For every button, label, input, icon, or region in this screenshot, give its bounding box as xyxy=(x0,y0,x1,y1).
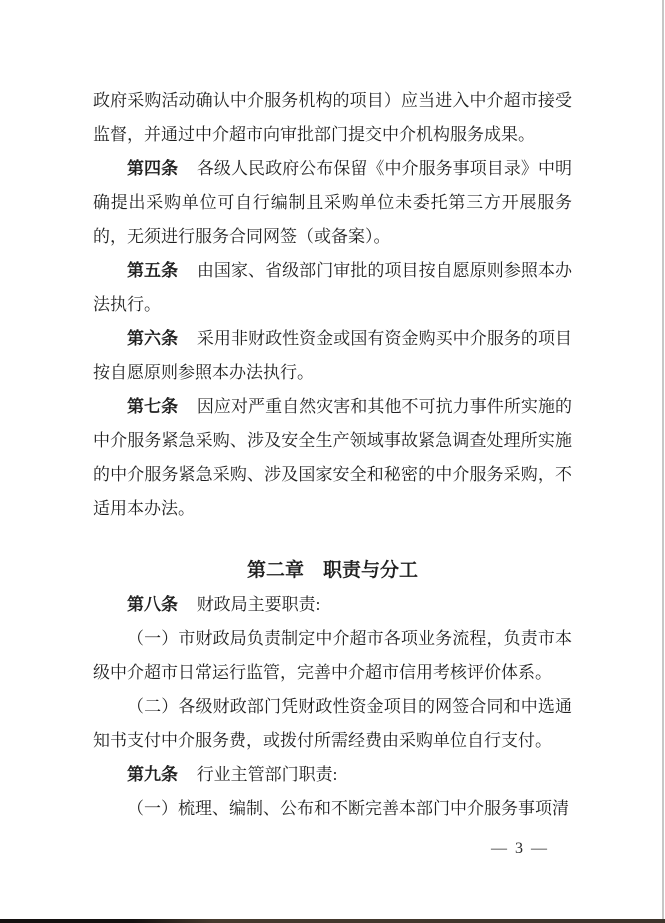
paragraph-text: （一）市财政局负责制定中介超市各项业务流程，负责市本级中介超市日常运行监管，完善中介超市信用考核评价体系。 xyxy=(93,629,572,682)
scan-bottom-strip xyxy=(0,919,665,923)
paragraph-item-1-article-9 xyxy=(93,792,572,826)
article-number-label: 第四条 xyxy=(127,159,179,178)
scan-edge-line xyxy=(662,0,664,923)
page-number: — 3 — xyxy=(491,840,549,857)
article-number-label: 第五条 xyxy=(127,261,179,280)
paragraph-text: 采用非财政性资金或国有资金购买中介服务的项目按自愿原则参照本办法执行。 xyxy=(93,329,573,382)
document-body xyxy=(93,84,572,826)
article-number-label: 第九条 xyxy=(127,765,178,784)
paragraph-article-8 xyxy=(93,588,572,622)
paragraph-article-6 xyxy=(93,322,572,390)
paragraph-item-2 xyxy=(93,690,572,758)
chapter-heading: 第二章 职责与分工 xyxy=(246,560,418,581)
paragraph-article-9 xyxy=(93,758,572,792)
paragraph-text: 因应对严重自然灾害和其他不可抗力事件所实施的中介服务紧急采购、涉及安全生产领域事故紧急调查处理所实施的中介服务紧急采购、涉及国家安全和秘密的中介服务采购，不适用本办法。 xyxy=(93,397,573,518)
paragraph-article-5 xyxy=(93,254,572,322)
article-number-label: 第七条 xyxy=(127,397,179,416)
article-number-label: 第六条 xyxy=(127,329,179,348)
paragraph-article-4 xyxy=(93,152,572,254)
paragraph-text: 财政局主要职责: xyxy=(196,595,321,614)
paragraph-text: 由国家、省级部门审批的项目按自愿原则参照本办法执行。 xyxy=(93,261,573,314)
paragraph-text: 各级人民政府公布保留《中介服务事项目录》中明确提出采购单位可自行编制且采购单位未委托第三方开展服务的，无须进行服务合同网签（或备案）。 xyxy=(93,159,573,246)
paragraph-article-7 xyxy=(93,390,572,526)
paragraph-item-1 xyxy=(93,622,572,690)
paragraph-continuation xyxy=(93,84,572,152)
paragraph-text: 政府采购活动确认中介服务机构的项目）应当进入中介超市接受监督，并通过中介超市向审批部门提交中介机构服务成果。 xyxy=(93,91,572,144)
paragraph-text: （一）梳理、编制、公布和不断完善本部门中介服务事项清 xyxy=(127,799,569,818)
article-number-label: 第八条 xyxy=(127,595,178,614)
paragraph-text: （二）各级财政部门凭财政性资金项目的网签合同和中选通知书支付中介服务费，或拨付所需经费由采购单位自行支付。 xyxy=(93,697,572,750)
paragraph-text: 行业主管部门职责: xyxy=(196,765,338,784)
